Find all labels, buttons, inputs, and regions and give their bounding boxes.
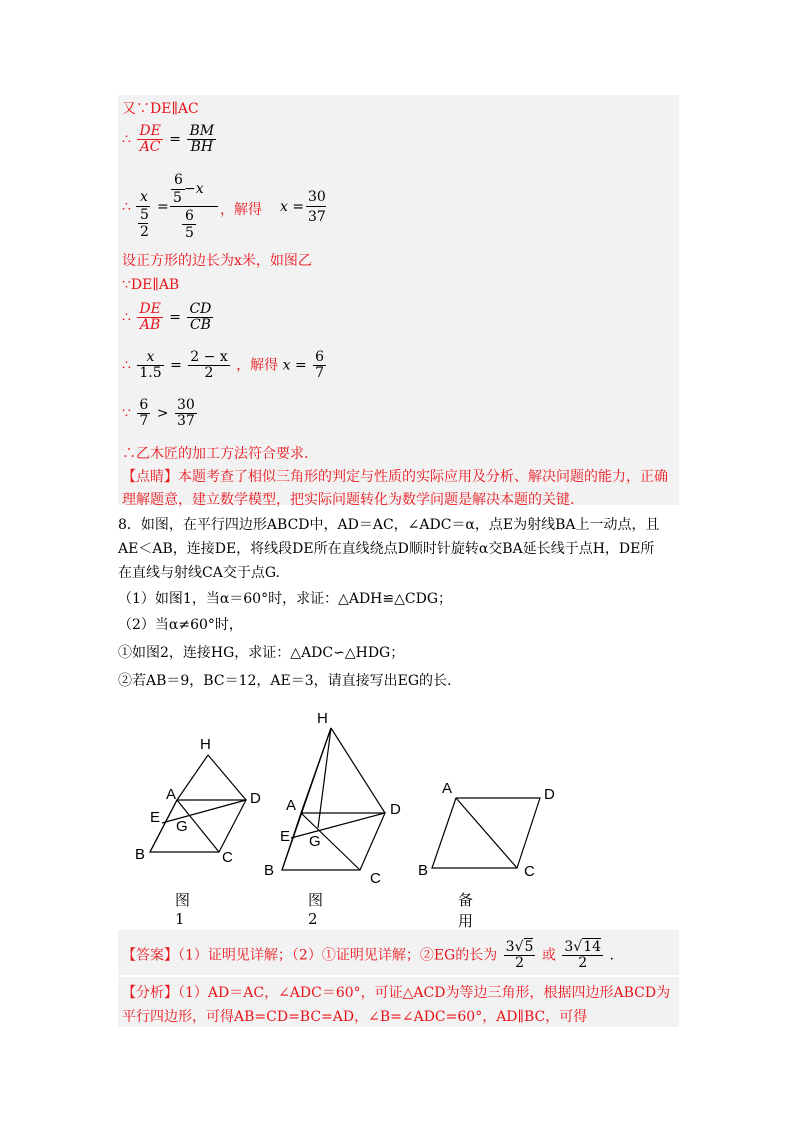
fig1-label-g: G <box>176 818 188 835</box>
figure-2 <box>282 728 385 870</box>
ratio-line-3: ∴ $\frac{x}{1.5}$ = $\frac{2 - x}{2}$ ，解得 x = $\frac{6}{7}$ <box>122 349 325 381</box>
fig2-label-h: H <box>317 710 328 727</box>
analysis-line-2: 平行四边形，可得AB=CD=BC=AD，∠B=∠ADC=60°，AD∥BC，可得 <box>122 1009 588 1025</box>
complex-fraction-line: ∴ x 5 2 = 6 5 −x 6 5 ，解得 x = 30 37 <box>122 172 326 241</box>
fig1-caption: 图1 <box>175 891 191 928</box>
fig2-label-b: B <box>264 862 275 879</box>
problem-8-line-2: AE＜AB，连接DE，将线段DE所在直线绕点D顺时针旋转α交BA延长线于点H，DE所 <box>118 541 655 557</box>
question-2b: ②若AB＝9，BC＝12，AE＝3，请直接写出EG的长. <box>118 673 452 689</box>
comment-line-2: 理解题意，建立数学模型，把实际问题转化为数学问题是解决本题的关键. <box>122 492 575 508</box>
line-de-parallel-ab: ∵DE∥AB <box>122 277 180 293</box>
fig2-caption: 图2 <box>308 891 324 928</box>
question-1: （1）如图1，当α＝60°时，求证：△ADH≌△CDG； <box>118 591 453 607</box>
conclusion-line: ∴乙木匠的加工方法符合要求. <box>122 446 309 462</box>
side-length-line: 设正方形的边长为x米，如图乙 <box>122 253 312 269</box>
fig1-label-e: E <box>150 809 161 826</box>
line-de-parallel-ac: 又∵DE∥AC <box>122 101 199 117</box>
fig2-label-c: C <box>370 870 381 887</box>
fig2-label-g: G <box>309 833 321 850</box>
fig2-label-d: D <box>390 801 401 818</box>
ratio-line-2: ∴ $\frac{DE}{AB}$ = $\frac{CD}{CB}$ <box>122 301 212 333</box>
question-2: （2）当α≠60°时， <box>118 617 243 633</box>
comparison-line: ∵ $\frac{6}{7}$ > $\frac{30}{37}$ <box>122 397 195 429</box>
fig1-label-h: H <box>200 736 211 753</box>
fig3-caption: 备用 <box>458 891 474 930</box>
analysis-line-1: 【分析】（1）AD＝AC，∠ADC＝60°，可证△ACD为等边三角形，根据四边形ABCD为 <box>122 985 671 1001</box>
fig3-label-a: A <box>442 780 453 797</box>
ratio-line-1: ∴ $\frac{DE}{AC}$ = $\frac{BM}{BH}$ <box>122 123 215 155</box>
question-2a: ①如图2，连接HG，求证：△ADC∽△HDG； <box>118 645 405 661</box>
fig1-label-b: B <box>135 846 146 863</box>
fig2-label-a: A <box>286 797 297 814</box>
fig2-label-e: E <box>280 828 291 845</box>
fig1-label-c: C <box>222 849 233 866</box>
fig3-label-b: B <box>418 862 429 879</box>
fig1-label-d: D <box>250 790 261 807</box>
fig3-label-c: C <box>524 863 535 880</box>
comment-line-1: 【点睛】本题考查了相似三角形的判定与性质的实际应用及分析、解决问题的能力，正确 <box>122 469 668 485</box>
figure-1 <box>150 755 246 852</box>
problem-8-line-3: 在直线与射线CA交于点G. <box>118 565 280 581</box>
figure-backup <box>432 798 540 868</box>
answer-line: 【答案】（1）证明见详解；（2）①证明见详解；②EG的长为 $\frac{3√5}{2}$ 或 $\frac{3√14}{2}$ . <box>122 939 614 971</box>
problem-8-line-1: 8．如图，在平行四边形ABCD中，AD＝AC，∠ADC＝α，点E为射线BA上一动点，且 <box>118 517 660 533</box>
fig1-label-a: A <box>166 786 177 803</box>
fig3-label-d: D <box>544 786 555 803</box>
